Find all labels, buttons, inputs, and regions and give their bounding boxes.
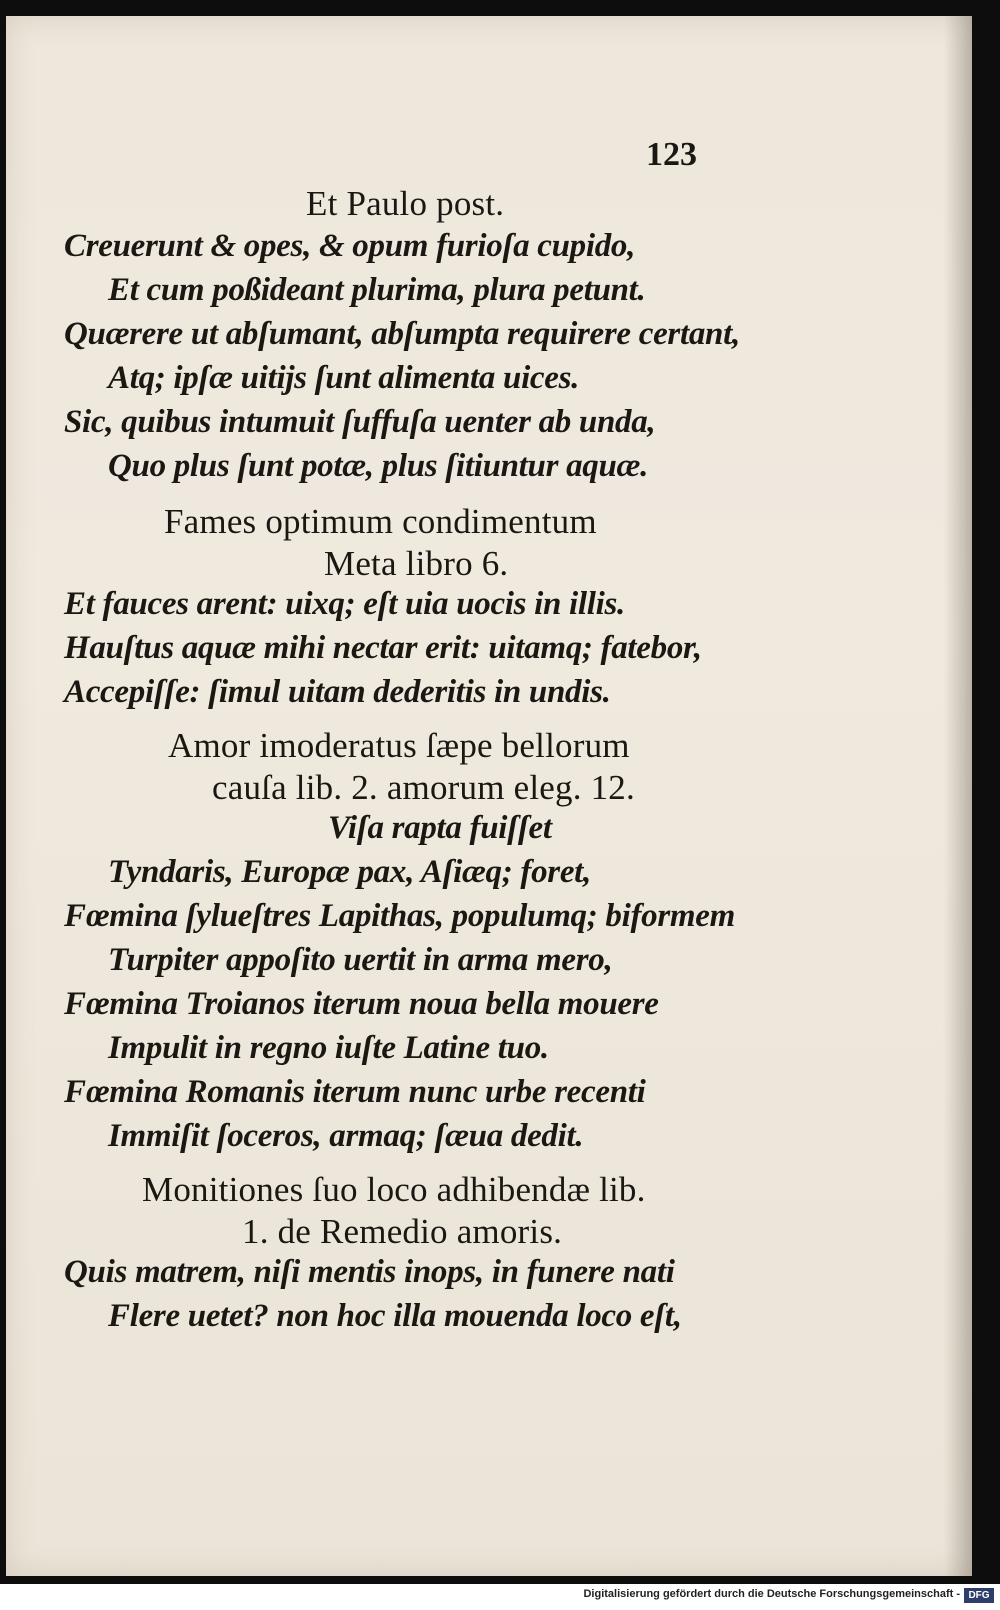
text-line-10: Et fauces arent: uixq; eſt uia uocis in illis. [64, 586, 625, 622]
digitization-footer [0, 1584, 1000, 1610]
text-line-21: Fœmina Romanis iterum nunc urbe recenti [64, 1074, 646, 1110]
heading-monitiones: Monitiones ſuo loco adhibendæ lib. [142, 1170, 646, 1209]
dfg-logo-icon: DFG [964, 1588, 994, 1603]
text-line-26: Flere uetet? non hoc illa mouenda loco eſt, [108, 1298, 682, 1334]
heading-monitiones-ref: 1. de Remedio amoris. [242, 1212, 563, 1251]
heading-amor: Amor imoderatus ſæpe bellorum [168, 726, 630, 765]
text-line-20: Impulit in regno iuſte Latine tuo. [108, 1030, 549, 1066]
funding-credit: Digitalisierung gefördert durch die Deutsche Forschungsgemeinschaft - [583, 1588, 960, 1600]
text-line-7: Quo plus ſunt potæ, plus ſitiuntur aquæ. [108, 448, 649, 484]
text-line-17: Fœmina ſylueſtres Lapithas, populumq; biformem [64, 898, 735, 934]
text-line-5: Atq; ipſæ uitijs ſunt alimenta uices. [108, 360, 580, 396]
heading-fames: Fames optimum condimentum [164, 502, 597, 541]
text-line-2: Creuerunt & opes, & opum furioſa cupido, [64, 228, 636, 264]
text-line-3: Et cum poßideant plurima, plura petunt. [108, 272, 646, 308]
page-number: 123 [646, 136, 697, 173]
text-line-12: Accepiſſe: ſimul uitam dederitis in undis. [64, 674, 611, 710]
text-line-25: Quis matrem, niſi mentis inops, in funere nati [64, 1254, 675, 1290]
text-line-4: Quærere ut abſumant, abſumpta requirere certant, [64, 316, 740, 352]
text-line-19: Fœmina Troianos iterum noua bella mouere [64, 986, 659, 1022]
heading-meta: Meta libro 6. [324, 544, 509, 583]
page-spine-shadow [944, 16, 972, 1576]
text-line-18: Turpiter appoſito uertit in arma mero, [108, 942, 613, 978]
text-line-11: Hauſtus aquæ mihi nectar erit: uitamq; fatebor, [64, 630, 702, 666]
book-page [6, 16, 972, 1576]
text-line-15: Viſa rapta fuiſſet [328, 810, 552, 846]
heading-amor-ref: cauſa lib. 2. amorum eleg. 12. [212, 768, 635, 807]
text-line-6: Sic, quibus intumuit ſuffuſa uenter ab unda, [64, 404, 656, 440]
text-line-1: Et Paulo post. [306, 184, 505, 223]
text-line-22: Immiſit ſoceros, armaq; ſæua dedit. [108, 1118, 584, 1154]
text-line-16: Tyndaris, Europæ pax, Aſiæq; foret, [108, 854, 591, 890]
